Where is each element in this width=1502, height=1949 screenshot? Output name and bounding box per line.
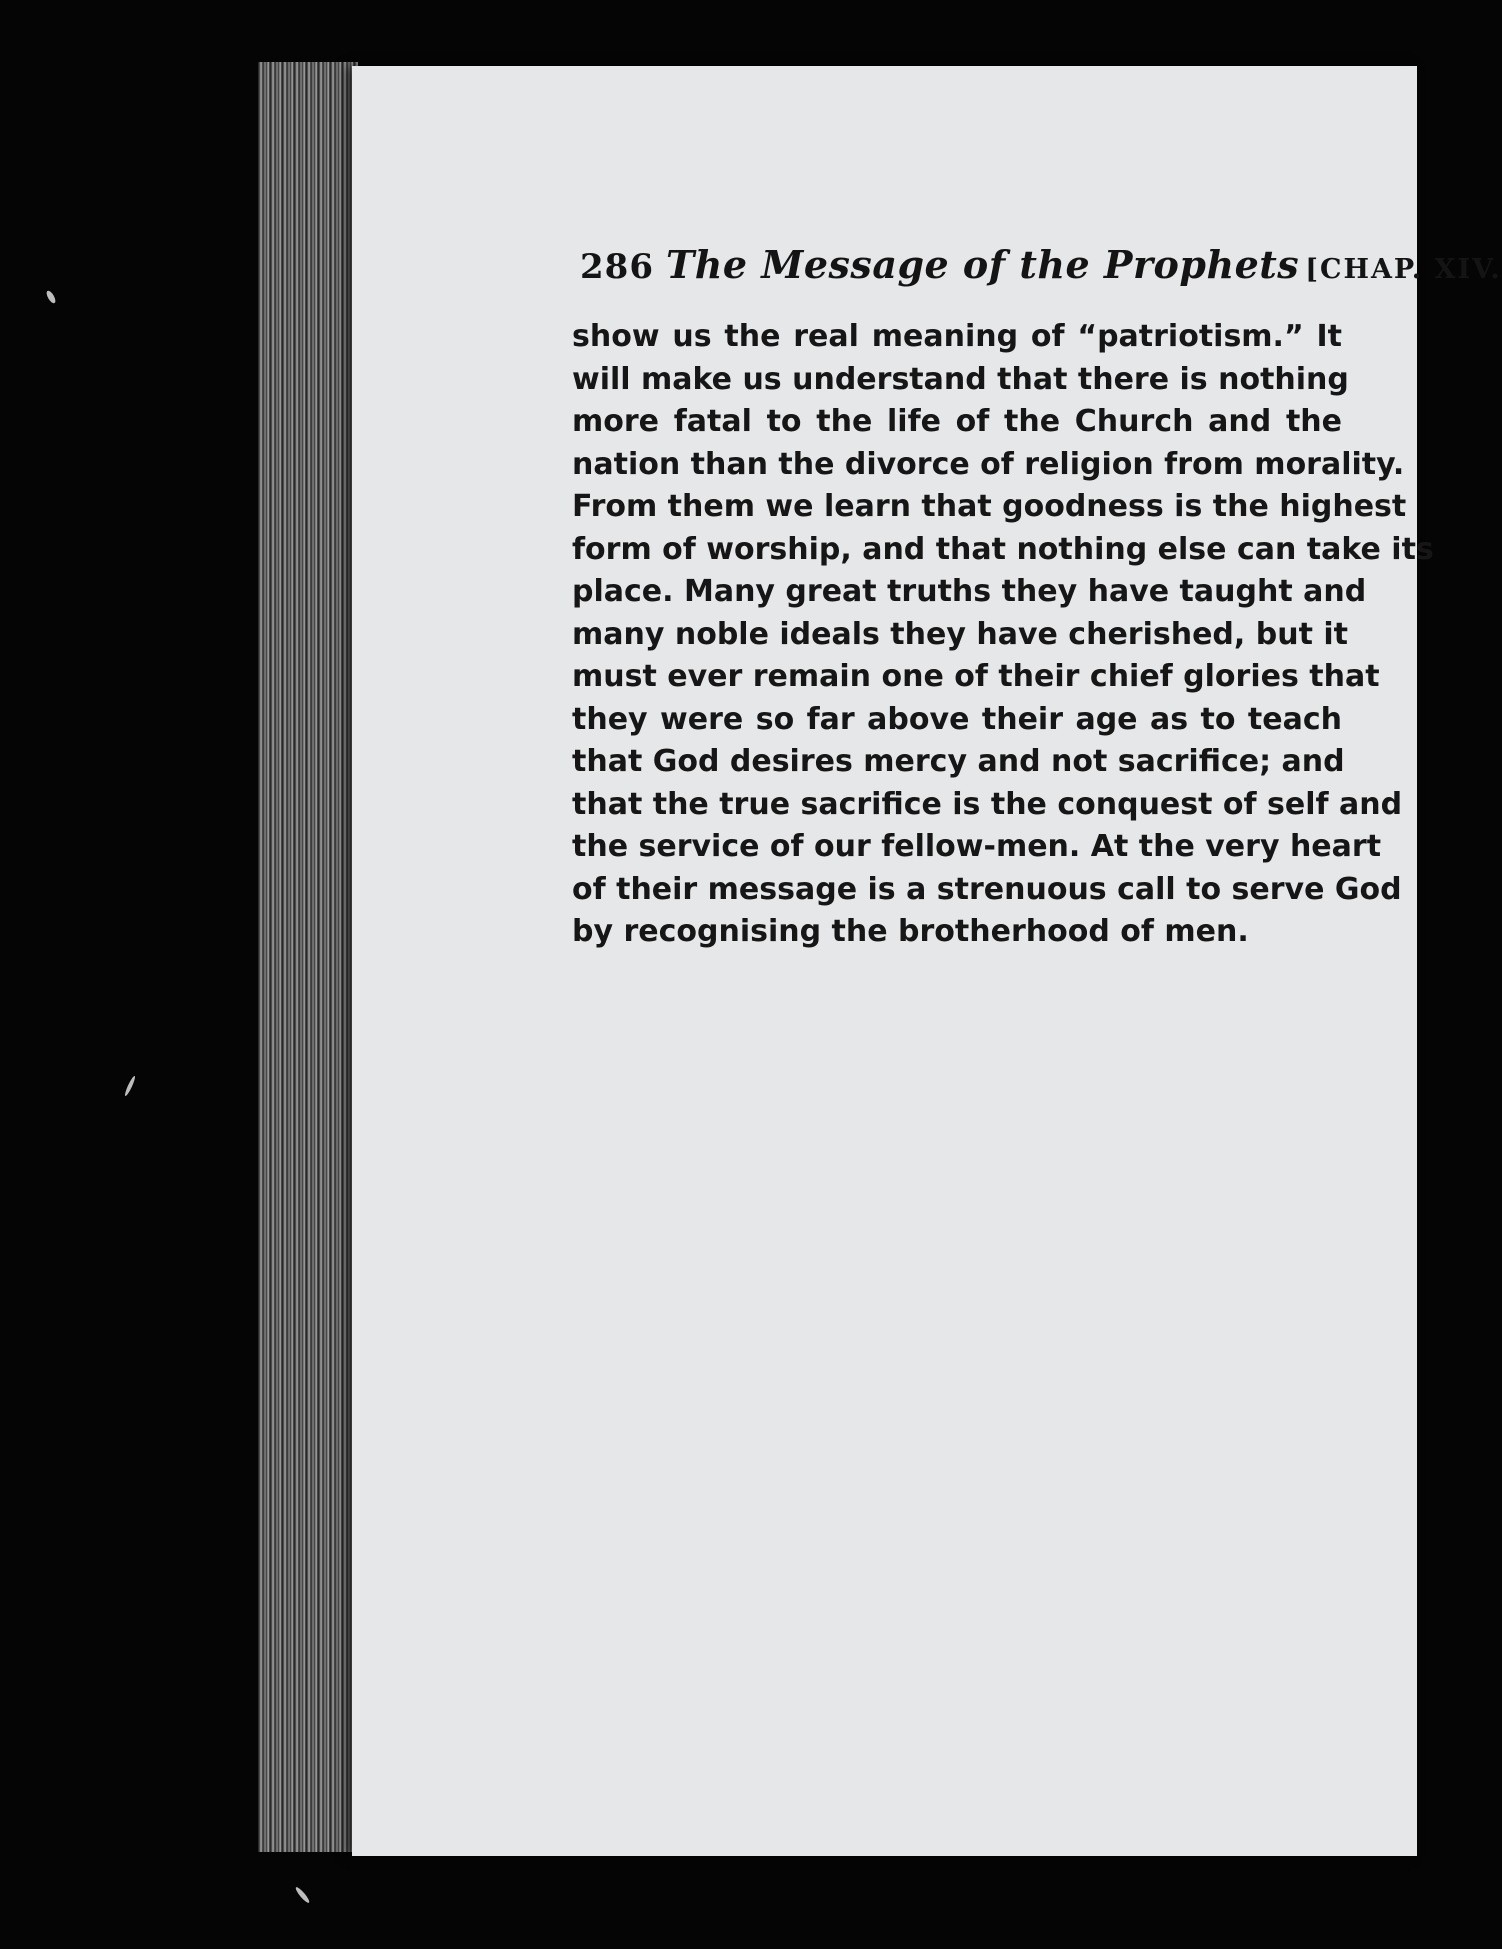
chapter-reference: [CHAP. XIV. (1305, 254, 1502, 285)
text-line: nation than the divorce of religion from morality. (572, 446, 1405, 482)
text-line: many noble ideals they have cherished, but it (572, 616, 1348, 652)
text-line: form of worship, and that nothing else can take its (572, 531, 1434, 567)
page-number: 286 (580, 247, 654, 287)
text-line: of their message is a strenuous call to serve God (572, 871, 1402, 907)
text-line: they were so far above their age as to teach (572, 701, 1342, 737)
text-line: show us the real meaning of “patriotism.” It (572, 319, 1342, 354)
text-line: by recognising the brotherhood of men. (572, 914, 1249, 949)
text-line: place. Many great truths they have taught and (572, 574, 1367, 609)
text-line: that the true sacrifice is the conquest of self and (572, 786, 1403, 822)
scan-speck (294, 1886, 311, 1905)
scan-speck (124, 1075, 137, 1097)
scan-speck (45, 289, 57, 304)
text-line: must ever remain one of their chief glories that (572, 659, 1380, 694)
book-page-edges (258, 62, 358, 1852)
running-header (580, 242, 1502, 298)
running-title: The Message of the Prophets (665, 242, 1300, 287)
text-line: the service of our fellow-men. At the very heart (572, 829, 1382, 864)
body-paragraph (572, 316, 1434, 954)
text-line: more fatal to the life of the Church and the (572, 404, 1342, 439)
text-line: From them we learn that goodness is the highest (572, 489, 1407, 524)
text-line: that God desires mercy and not sacrifice; and (572, 744, 1345, 779)
text-line: will make us understand that there is nothing (572, 361, 1349, 397)
